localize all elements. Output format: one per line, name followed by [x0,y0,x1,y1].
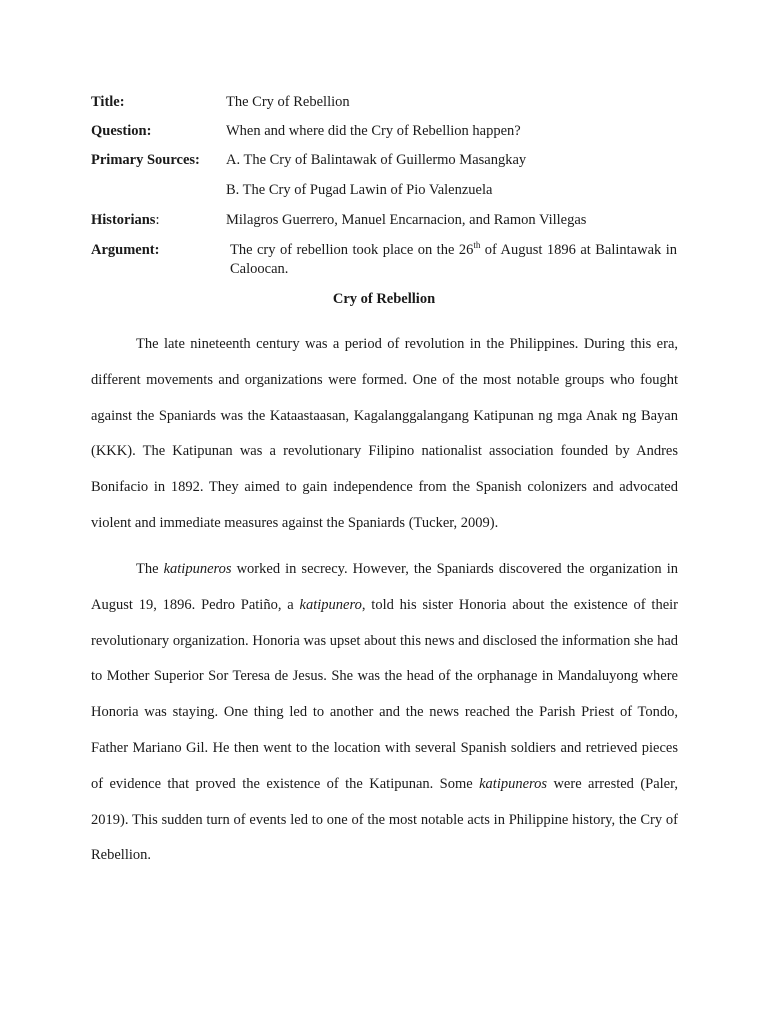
argument-text-after: of August 1896 at Balintawak in Caloocan. [230,242,677,277]
paragraph-text: The [136,561,164,577]
title-label: Title: [91,94,125,110]
historians-value: Milagros Guerrero, Manuel Encarnacion, and Ramon Villegas [226,212,587,228]
primary-source-a: A. The Cry of Balintawak of Guillermo Masangkay [226,152,527,168]
section-heading: Cry of Rebellion [332,291,436,307]
historians-label-colon: : [155,212,160,228]
historians-label [91,211,159,230]
argument-text-before: The cry of rebellion took place on the 26 [230,242,474,258]
argument-value [230,241,677,279]
argument-label: Argument: [91,242,160,258]
title-value: The Cry of Rebellion [226,94,350,110]
paragraph-text: worked in secrecy. However, the Spaniards discovered the organization in August 19, 1896. Pedro Patiño, a [91,561,678,613]
primary-sources-label: Primary Sources: [91,152,200,168]
body-paragraph-1 [91,327,678,542]
question-value: When and where did the Cry of Rebellion happen? [226,123,521,139]
body-paragraph-2 [91,552,678,874]
italic-term: katipuneros [163,561,232,577]
paragraph-text: The late nineteenth century was a period of revolution in the Philippines. During this era, different movements and organizations were formed. One of the most notable groups who fought against the Spaniards was the Kataastaasan, Kagalanggalangang Katipunan ng mga Anak ng Bayan (KKK). The Katipunan was a revolutionary Filipino nationalist association founded by Andres Bonifacio in 1892. They aimed to gain independence from the Spanish colonizers and advocated violent and immediate measures against the Spaniards (Tucker, 2009). [91,336,678,531]
primary-source-b: B. The Cry of Pugad Lawin of Pio Valenzuela [226,182,493,198]
paragraph-text: , told his sister Honoria about the existence of their revolutionary organization. Honoria was upset about this news and disclosed the information she had to Mother Superior Sor Teresa de Jesus. She was the head of the orphanage in Mandaluyong where Honoria was staying. One thing led to another and the news reached the Parish Priest of Tondo, Father Mariano Gil. He then went to the location with several Spanish soldiers and retrieved pieces of evidence that proved the existence of the Katipunan. Some [91,596,679,792]
historians-label-text: Historians [91,212,156,228]
italic-term: katipunero [299,596,362,613]
argument-superscript: th [473,240,481,250]
question-label: Question: [91,123,152,139]
paragraph-text: were arrested (Paler, 2019). This sudden turn of events led to one of the most notable acts in Philippine history, the Cry of Rebellion. [91,775,678,864]
italic-term: katipuneros [479,775,548,792]
